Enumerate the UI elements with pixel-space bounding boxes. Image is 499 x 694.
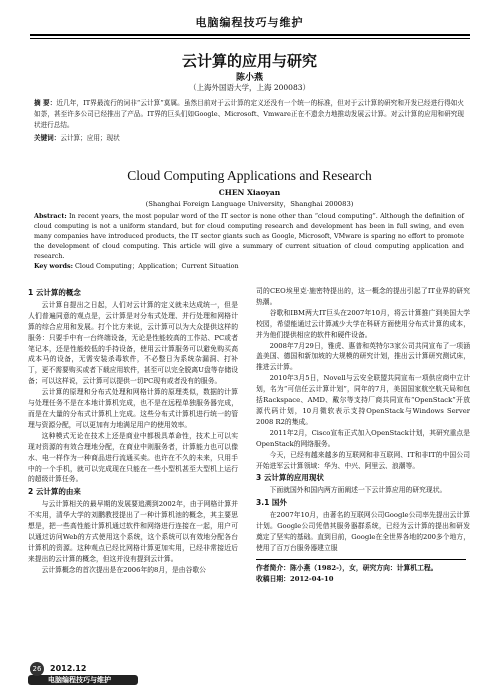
page-number: 26 [30,662,44,676]
chinese-keywords-text: 云计算；应用；现状 [60,134,120,142]
footnote-rule [256,559,466,560]
chinese-abstract-text: 近几年，IT界最流行的词非“云计算”莫属。虽然目前对于云计算的定义还没有一个统一的标准，但对于云计算的研究和开发已经进行得如火如荼，甚至许多公司已经推出了产品。IT界的巨头们如Google、Microsoft、Vmware正在不遗余力地推动发展云计算。对云计算的应用和研究现状进行总结。 [34,99,465,129]
footnote-author: 作者简介：陈小燕（1982-），女，研究方向：计算机工程。 [256,563,438,572]
left-column [28,286,238,576]
section-1-paragraph: 这种模式无论在技术上还是商业中都极具革命性，技术上可以实现对资源的有效合理地分配，在商业中则服务者，计算能力也可以像水、电一样作为一种商品进行流通买卖。也许在不久的未来，只用手中的一个手机，就可以完成现在只能在一些小型机甚至大型机上运行的超级计算任务。 [28,431,238,484]
english-affiliation: (Shanghai Foreign Language University，Shanghai 200083) [145,200,354,208]
english-keywords-text: Cloud Computing；Application；Current Situation [75,262,239,270]
section-2-paragraph: 与云计算相关的最早期的发展要追溯到2002年，由于网格计算并不实用，清华大学的刘鹏教授提出了一种计算机池的概念，其主要思想是，把一些高性能计算机通过软件和网络进行连接在一起，用户可以通过访问Web的方式使用这个系统，这个系统可以有效地分配各台计算机的资源。这种观点已经比网格计算更加实用，已经非常接近后来提出的云计算的概念，但这并没有提到云计算。 [28,500,238,563]
chinese-title: 云计算的应用与研究 [181,52,317,70]
journal-header [0,0,499,40]
body-paragraph: 2011年2月，Cisco宣布正式加入OpenStack计划，其研究重点是OpenStack的网络服务。 [256,428,471,448]
body-paragraph: 2008年7月29日，雅虎、惠普和英特尔3家公司共同宣布了一项涵盖美国、德国和新加坡的大规模的研究计划，推出云计算研究测试床，推进云计算。 [256,341,470,372]
chinese-affiliation: （上海外国语大学，上海 200083） [188,83,310,92]
body-paragraph: 2010年3月5日，Novell与云安全联盟共同宣布一项供应商中立计划，名为“可信任云计算计划”，同年的7月，美国国家航空航天局和包括Rackspace、AMD、戴尔等支持厂商共同宣布“OpenStack”开放源代码计划，10月微软表示支持OpenStack与Windows Server 2008 R2的集成。 [256,374,470,426]
body-paragraph: 谷歌和IBM两大IT巨头在2007年10月，将云计算推广到美国大学校园，希望能通过云计算减少大学在科研方面使用分布式计算的成本，并为他们提供相应的软件和硬件设备。 [256,308,470,339]
english-abstract [34,211,464,261]
section-3-1-paragraph: 在2007年10月，由著名的互联网公司Google公司率先提出云计算计划。Google公司凭借其服务器群系统，已经为云计算的提出和研发奠定了坚实的基础。直到目前，Google在全世界各地的200多个地方，使用了百万台服务器建立服 [256,511,470,552]
issue-date: 2012.12 [50,664,87,673]
body-paragraph: 司的CEO埃里克·施密特提出的，这一概念的提出引起了IT业界的研究热潮。 [256,287,470,306]
chinese-author: 陈小燕 [235,73,263,83]
section-3-1-heading: 3.1 国外 [256,498,287,508]
journal-name: 电脑编程技巧与维护 [195,16,304,29]
right-column [256,286,470,585]
section-1-heading: 1 云计算的概念 [28,288,81,297]
english-title: Cloud Computing Applications and Research [127,168,372,183]
header-rule-thin [30,38,470,39]
body-paragraph: 今天，已经有越来越多的互联网和非互联网、IT和非IT的中国公司开始进军云计算领域：华为、中兴、阿里云、浪潮等。 [256,450,470,470]
section-3-paragraph: 下面就国外和国内两方面阐述一下云计算应用的研究现状。 [269,486,447,495]
english-author: CHEN Xiaoyan [218,188,281,197]
english-keywords-label: Key words: [34,262,73,270]
english-keywords [34,261,464,272]
chinese-keywords-label: 关键词： [34,134,61,142]
english-abstract-text: In recent years, the most popular word of the IT sector is none other than “cloud computing”. Although the definition of cloud computing is not a uniform standard, but for cloud computing research and development has been in full swing, and even many companies have introduced products, the IT sector giants such as Google, Microsoft, VMware is sparing no effort to promote the development of cloud computing. This article will give a summary of current situation of cloud computing application and research. [34,212,464,260]
chinese-abstract-label: 摘 要： [34,99,57,107]
chinese-abstract [34,98,464,131]
chinese-keywords [34,133,464,144]
section-1-paragraph: 云计算自提出之日起，人们对云计算的定义就未达成统一，但是人们普遍同意的观点是，云计算是对分布式处理、并行处理和网格计算的综合应用和发展。打个比方来说，云计算可以为大众提供这样的服务：只要手中有一台终端设备，无论是性能较高的工作站、PC或者笔记本，还是性能较低的手持设备，使用云计算服务可以避免购买高成本马的设备，无需安装杀毒软件，不必整日为系统杂漏洞、打补丁，更不需要购买或者下载应用软件，甚至可以完全脱离U盘等存储设备；可以这样说，云计算可以提供一切PC现有或者没有的服务。 [28,300,238,386]
footnote-received-date: 收稿日期：2012-04-10 [256,574,334,583]
section-3-heading: 3 云计算的应用现状 [256,473,324,483]
footer-journal-name: 电脑编程技巧与维护 [48,676,111,684]
section-2-paragraph: 云计算概念的首次提出是在2006年的8月，是由谷歌公 [41,565,206,574]
header-rule-thick [30,34,470,36]
section-1-paragraph: 云计算的原理和分布式处理和网格计算的原理类似，数据的计算与处理任务不是在本地计算机完成，也不是在远程单独服务器完成，而是在大量的分布式计算机上完成。这些分布式计算机进行统一的管理与资源分配，可以更加有力地满足用户的使用效率。 [28,388,238,429]
english-abstract-label: Abstract: [34,212,67,220]
section-2-heading: 2 云计算的由来 [28,487,81,497]
